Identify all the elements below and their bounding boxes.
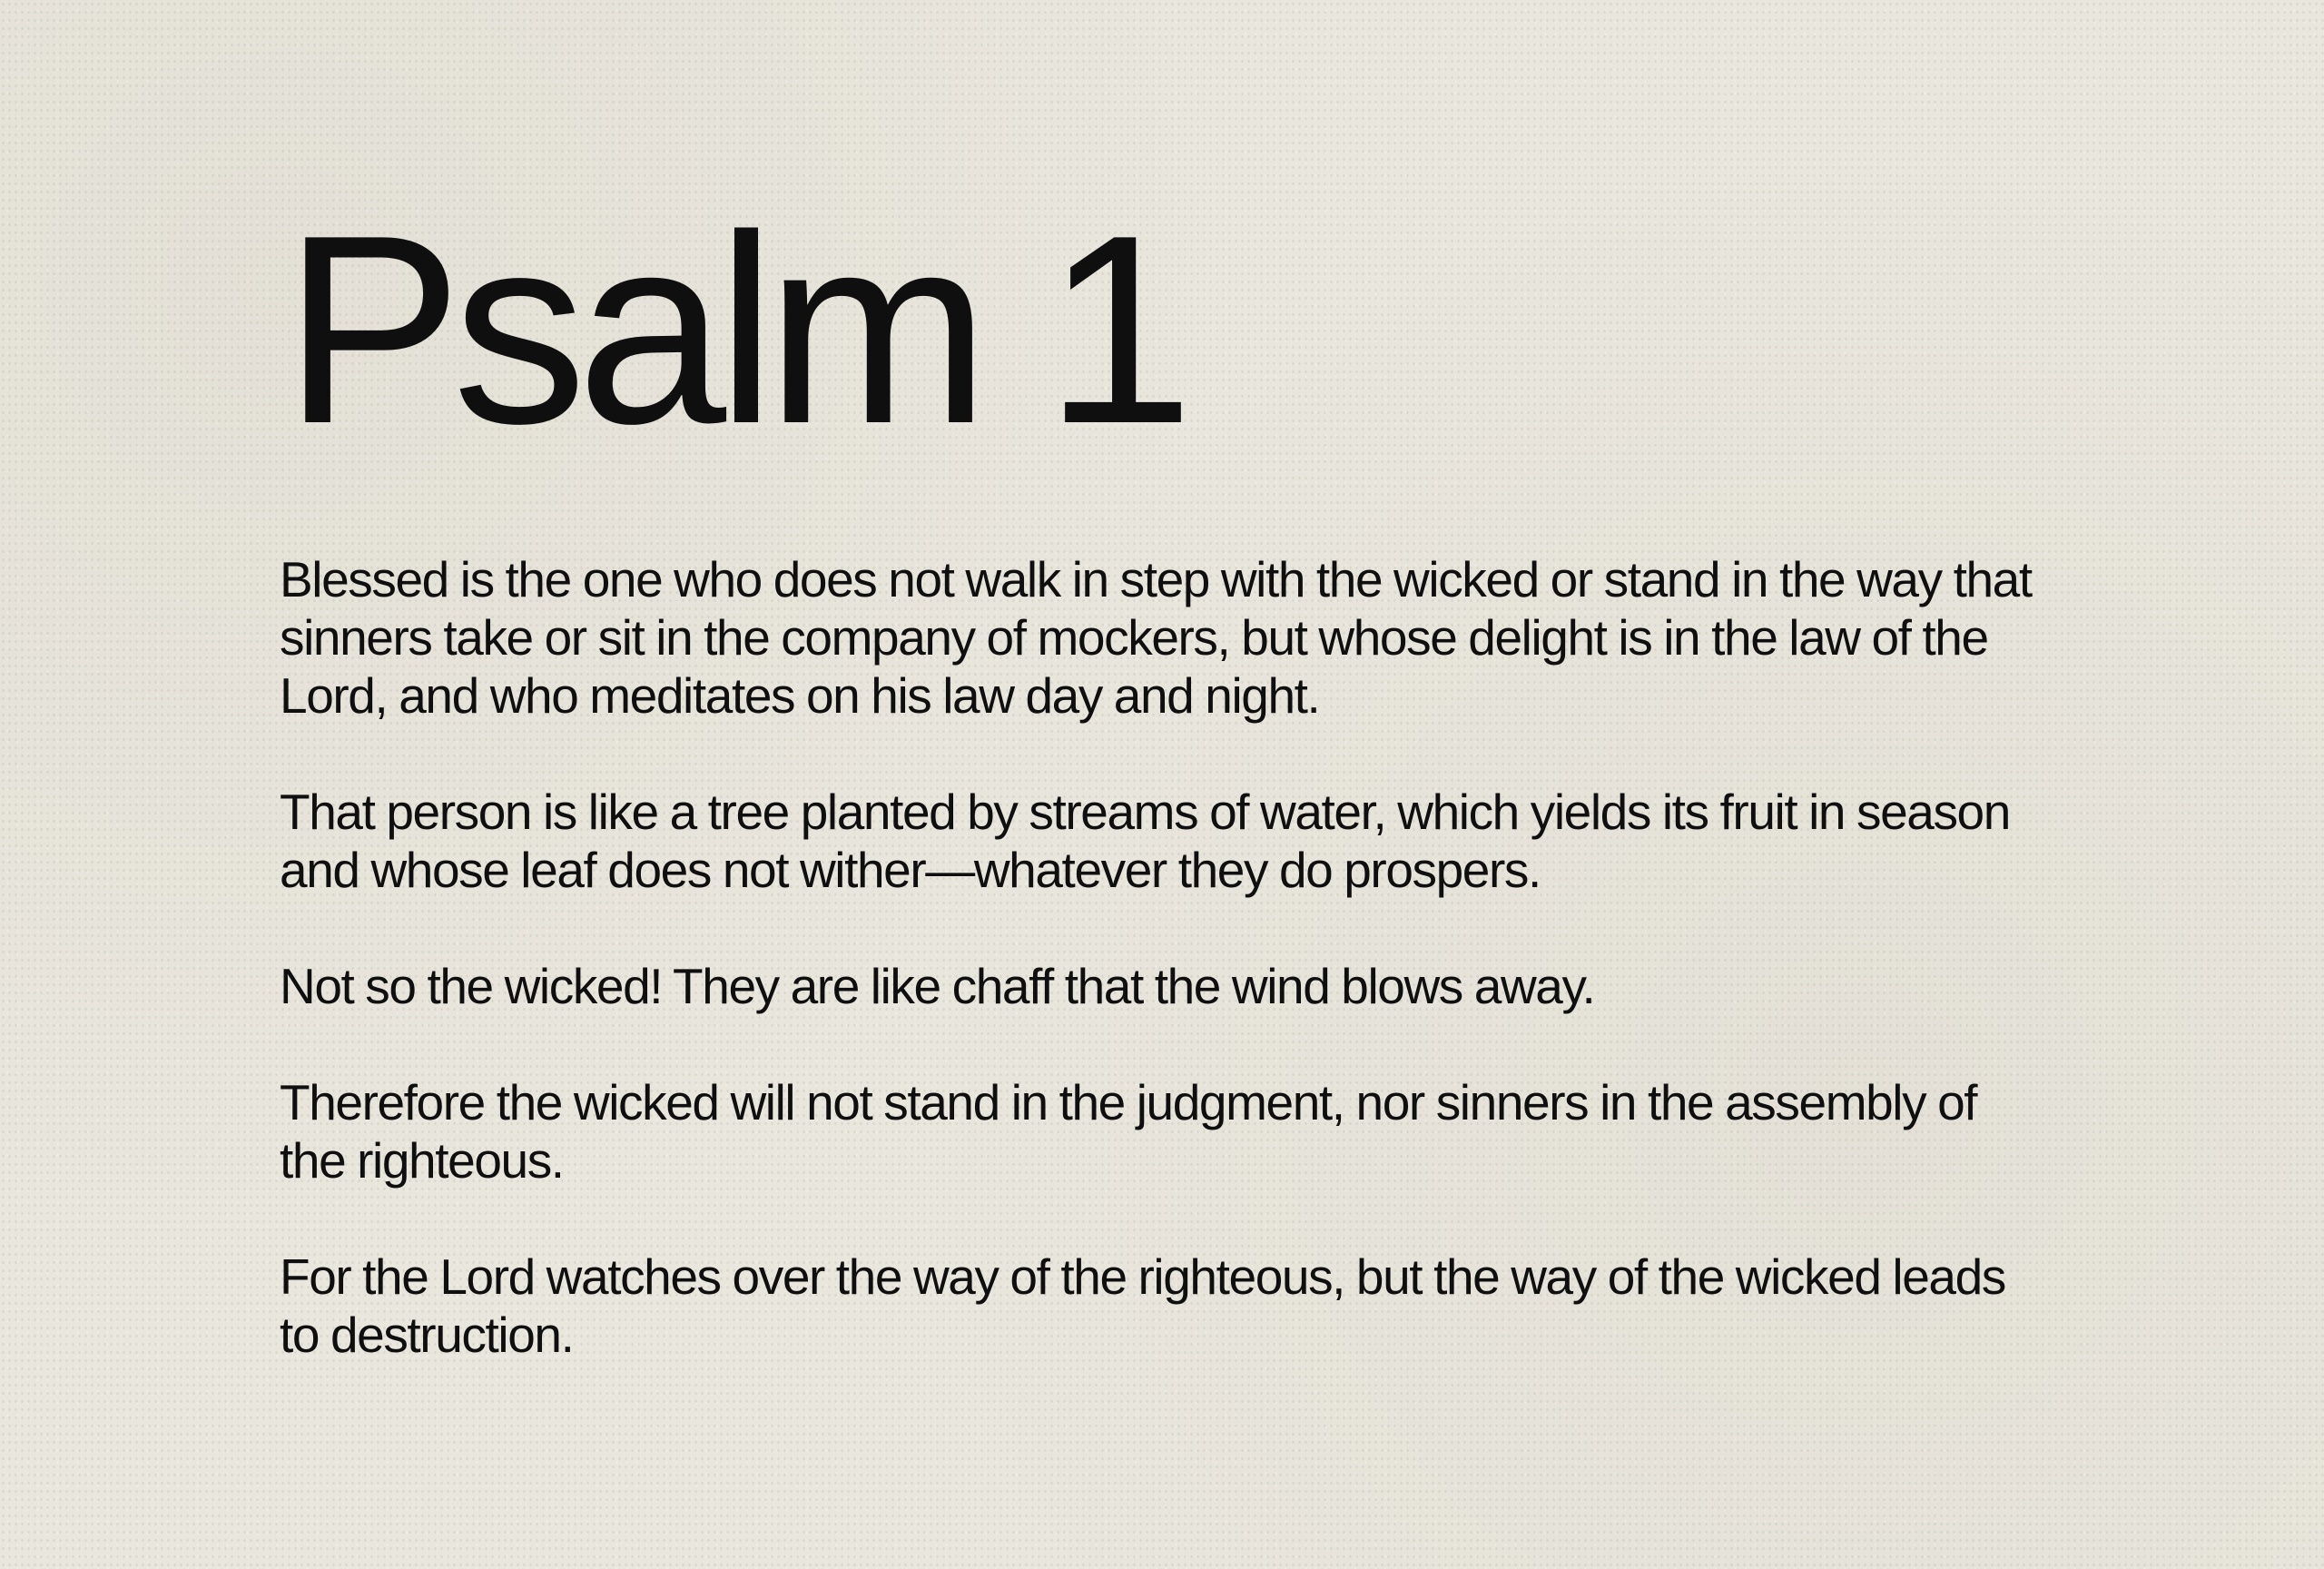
verse-paragraph-4: Therefore the wicked will not stand in the judgment, nor sinners in the assembly of the righteous. — [280, 1074, 1977, 1189]
verse-paragraph-5: For the Lord watches over the way of the righteous, but the way of the wicked leads to destruction. — [280, 1248, 2005, 1363]
verse-paragraph-2: That person is like a tree planted by streams of water, which yields its fruit in season and whose leaf does not wither—whatever they do prospers. — [280, 784, 2010, 898]
page-title: Psalm 1 — [283, 179, 1185, 479]
verse-paragraph-1: Blessed is the one who does not walk in step with the wicked or stand in the way that sinners take or sit in the company of mockers, but whose delight is in the law of the Lord, and who meditates on his law day and night. — [280, 551, 2032, 724]
verse-paragraph-3: Not so the wicked! They are like chaff that the wind blows away. — [280, 958, 1595, 1014]
psalm-text — [280, 550, 2041, 1364]
